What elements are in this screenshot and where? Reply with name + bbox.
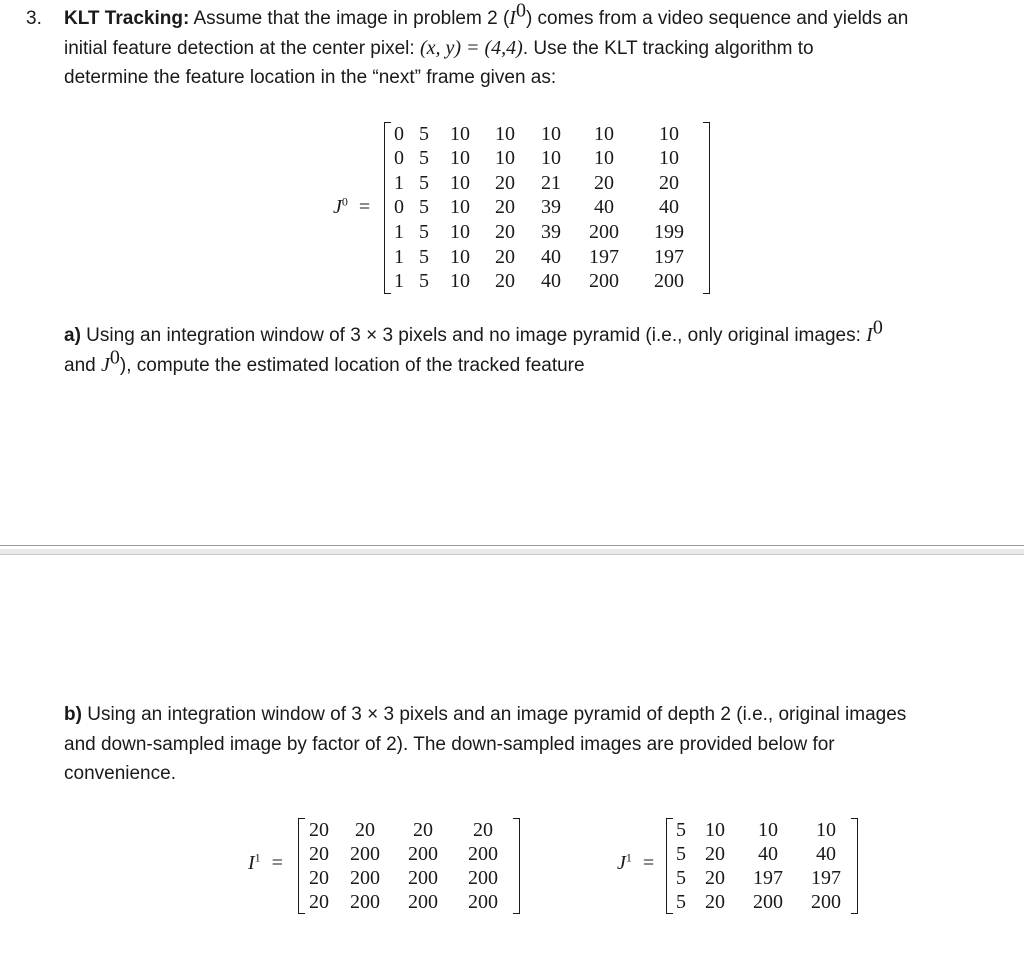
matrix-cell: 20 — [705, 842, 725, 865]
j1-label: $J^1$ = — [617, 850, 655, 874]
problem-line-3: determine the feature location in the “next” frame given as: — [64, 67, 557, 88]
matrix-cell: 20 — [495, 270, 515, 293]
matrix-cell: 200 — [753, 890, 783, 913]
matrix-row — [302, 866, 514, 890]
matrix-cell: 10 — [450, 147, 470, 170]
matrix-cell: 40 — [541, 270, 561, 293]
matrix-cell: 200 — [408, 842, 438, 865]
matrix-row — [388, 171, 704, 196]
part-b-label: b) — [64, 704, 82, 725]
matrix-row — [388, 196, 704, 221]
j1-matrix — [666, 818, 858, 914]
matrix-cell: 10 — [450, 122, 470, 145]
matrix-cell: 20 — [309, 818, 329, 841]
matrix-cell: 39 — [541, 196, 561, 219]
matrix-cell: 200 — [350, 842, 380, 865]
matrix-cell: 10 — [450, 245, 470, 268]
j0-matrix — [384, 122, 710, 294]
matrix-cell: 40 — [758, 842, 778, 865]
matrix-cell: 200 — [468, 842, 498, 865]
matrix-cell: 10 — [541, 147, 561, 170]
matrix-cell: 20 — [309, 890, 329, 913]
matrix-cell: 40 — [659, 196, 679, 219]
matrix-cell: 200 — [589, 221, 619, 244]
matrix-cell: 199 — [654, 221, 684, 244]
matrix-cell: 21 — [541, 171, 561, 194]
matrix-cell: 200 — [350, 866, 380, 889]
matrix-row — [388, 147, 704, 172]
matrix-cell: 200 — [468, 866, 498, 889]
matrix-cell: 1 — [394, 245, 404, 268]
matrix-cell: 197 — [654, 245, 684, 268]
matrix-row — [670, 890, 854, 914]
matrix-cell: 5 — [676, 842, 686, 865]
problem-title: KLT Tracking: — [64, 8, 190, 29]
matrix-cell: 20 — [705, 890, 725, 913]
matrix-cell: 0 — [394, 147, 404, 170]
matrix-cell: 10 — [816, 818, 836, 841]
matrix-cell: 5 — [676, 818, 686, 841]
matrix-cell: 10 — [450, 196, 470, 219]
matrix-row — [302, 818, 514, 842]
problem-line-1: 3. KLT Tracking: Assume that the image in problem 2 $(I^0)$ comes from a video sequence and yields an — [26, 4, 1016, 34]
matrix-cell: 200 — [408, 866, 438, 889]
matrix-cell: 20 — [705, 866, 725, 889]
matrix-cell: 10 — [758, 818, 778, 841]
matrix-cell: 10 — [659, 122, 679, 145]
matrix-cell: 10 — [594, 122, 614, 145]
section-divider — [0, 545, 1024, 546]
matrix-row — [302, 890, 514, 914]
j0-label: $J^0$ = — [333, 194, 371, 218]
j1-matrix-table — [670, 818, 854, 914]
matrix-cell: 200 — [811, 890, 841, 913]
problem-statement — [26, 0, 1016, 93]
matrix-cell: 200 — [589, 270, 619, 293]
matrix-cell: 200 — [654, 270, 684, 293]
matrix-cell: 1 — [394, 171, 404, 194]
matrix-cell: 5 — [419, 122, 429, 145]
problem-number: 3. — [26, 8, 42, 29]
j0-matrix-table — [388, 122, 704, 294]
part-a-label: a) — [64, 325, 81, 346]
matrix-cell: 197 — [811, 866, 841, 889]
matrix-cell: 10 — [450, 171, 470, 194]
matrix-cell: 10 — [659, 147, 679, 170]
matrix-cell: 20 — [495, 171, 515, 194]
matrix-cell: 20 — [594, 171, 614, 194]
matrix-cell: 40 — [816, 842, 836, 865]
matrix-cell: 20 — [309, 842, 329, 865]
matrix-cell: 0 — [394, 196, 404, 219]
matrix-cell: 20 — [495, 196, 515, 219]
matrix-cell: 5 — [676, 866, 686, 889]
matrix-bracket-right — [703, 122, 710, 294]
matrix-cell: 10 — [450, 270, 470, 293]
matrix-cell: 5 — [419, 147, 429, 170]
matrix-cell: 20 — [659, 171, 679, 194]
matrix-cell: 200 — [408, 890, 438, 913]
matrix-row — [670, 818, 854, 842]
matrix-cell: 10 — [495, 147, 515, 170]
matrix-row — [388, 269, 704, 294]
feature-coordinates: (x, y) = (4,4) — [419, 36, 523, 59]
matrix-cell: 5 — [419, 196, 429, 219]
matrix-cell: 5 — [676, 890, 686, 913]
matrix-cell: 5 — [419, 171, 429, 194]
i1-matrix — [298, 818, 520, 914]
matrix-cell: 5 — [419, 221, 429, 244]
matrix-cell: 40 — [594, 196, 614, 219]
i1-label: $I^1$ = — [248, 850, 283, 874]
matrix-cell: 20 — [473, 818, 493, 841]
matrix-row — [388, 122, 704, 147]
matrix-cell: 20 — [355, 818, 375, 841]
matrix-cell: 20 — [495, 221, 515, 244]
matrix-cell: 197 — [589, 245, 619, 268]
matrix-cell: 10 — [594, 147, 614, 170]
matrix-cell: 40 — [541, 245, 561, 268]
matrix-cell: 20 — [495, 245, 515, 268]
matrix-bracket-right — [513, 818, 520, 914]
matrix-cell: 5 — [419, 270, 429, 293]
matrix-cell: 20 — [309, 866, 329, 889]
i1-matrix-table — [302, 818, 514, 914]
problem-line-2: initial feature detection at the center pixel: (x, y) = (4,4). Use the KLT tracking algorithm to — [64, 36, 814, 59]
matrix-cell: 200 — [468, 890, 498, 913]
part-b: b) Using an integration window of 3 × 3 pixels and an image pyramid of depth 2 (i.e., original images and down-sampled image by factor of 2). The down-sampled images are provided below for convenience. — [64, 704, 907, 784]
matrix-row — [670, 842, 854, 866]
matrix-row — [670, 866, 854, 890]
part-a: a) Using an integration window of 3 × 3 pixels and no image pyramid (i.e., only original images: $I^0$ and $J^0$), compute the estimated location of the tracked feature — [64, 316, 883, 376]
matrix-cell: 10 — [705, 818, 725, 841]
matrix-cell: 197 — [753, 866, 783, 889]
matrix-row — [388, 245, 704, 270]
matrix-cell: 20 — [413, 818, 433, 841]
matrix-row — [388, 220, 704, 245]
matrix-cell: 1 — [394, 270, 404, 293]
matrix-cell: 10 — [450, 221, 470, 244]
matrix-cell: 0 — [394, 122, 404, 145]
matrix-cell: 200 — [350, 890, 380, 913]
matrix-cell: 39 — [541, 221, 561, 244]
matrix-cell: 1 — [394, 221, 404, 244]
section-divider-shadow — [0, 549, 1024, 555]
matrix-cell: 10 — [541, 122, 561, 145]
matrix-cell: 10 — [495, 122, 515, 145]
matrix-row — [302, 842, 514, 866]
matrix-cell: 5 — [419, 245, 429, 268]
